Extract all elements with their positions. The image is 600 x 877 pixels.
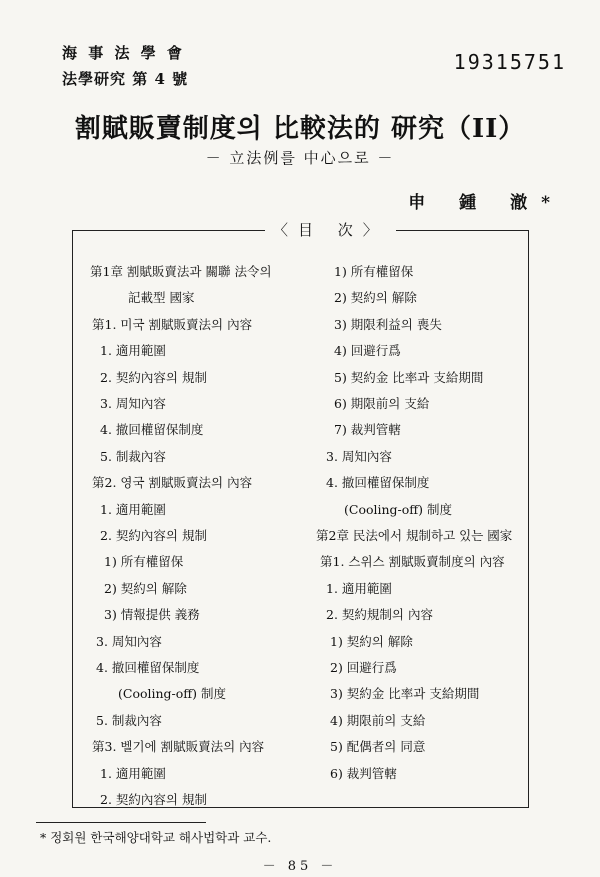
author-name: 申 鍾 澈* [408, 193, 564, 213]
toc-heading: 〈目 次〉 [265, 219, 396, 240]
toc-right-entry: 4) 期限前의 支給 [330, 712, 426, 728]
toc-right-entry: 4. 撤回權留保制度 [326, 475, 430, 491]
toc-left-entry: 3) 情報提供 義務 [104, 607, 200, 623]
toc-right-entry: 7) 裁判管轄 [334, 422, 401, 438]
toc-right-entry: 1) 所有權留保 [334, 264, 414, 279]
toc-right-entry: 2. 契約規制의 內容 [326, 607, 433, 623]
toc-right-entry: 3. 周知內容 [326, 448, 392, 464]
toc-right-entry: 1) 契約의 解除 [330, 633, 413, 649]
toc-left-entry: (Cooling-off) 制度 [118, 686, 227, 702]
toc-left-entry: 5. 制裁內容 [96, 712, 162, 728]
page-number: － 85 － [262, 859, 338, 874]
toc-right-entry: 第1. 스위스 割賦販賣制度의 內容 [320, 554, 505, 570]
toc-left-entry: 1. 適用範圍 [100, 501, 166, 517]
toc-right-entry: 6) 期限前의 支給 [334, 396, 430, 411]
toc-left-entry: 5. 制裁內容 [100, 448, 166, 464]
toc-left-entry: 第1. 미국 割賦販賣法의 內容 [92, 316, 253, 332]
toc-left-entry: 2. 契約內容의 規制 [100, 792, 207, 807]
toc-left-entry: 1. 適用範圍 [100, 343, 166, 359]
toc-right-entry: 1. 適用範圍 [326, 580, 392, 596]
toc-left-entry: 第3. 벨기에 割賦販賣法의 內容 [92, 739, 265, 755]
toc-right-entry: (Cooling-off) 制度 [344, 501, 453, 517]
toc-left-entry: 2) 契約의 解除 [104, 580, 187, 596]
toc-left-entry: 1. 適用範圍 [100, 765, 166, 781]
toc-left-entry: 4. 撤回權留保制度 [100, 422, 204, 438]
serial-number: 19315751 [453, 50, 566, 74]
toc-left-entry: 2. 契約內容의 規制 [100, 528, 207, 543]
toc-left-entry: 3. 周知內容 [96, 633, 162, 649]
toc-left-entry: 第1章 割賦販賣法과 關聯 法令의 [90, 264, 272, 279]
journal-name: 海 事 法 學 會 [62, 44, 185, 62]
footnote: * 정회원 한국해양대학교 해사법학과 교수. [40, 830, 272, 845]
paper-subtitle: － 立法例를 中心으로 － [205, 149, 395, 167]
footnote-divider [36, 822, 206, 823]
toc-right-entry: 5) 契約金 比率과 支給期間 [334, 369, 484, 385]
toc-right-entry: 4) 回避行爲 [334, 343, 401, 359]
paper-title: 割賦販賣制度의 比較法的 研究（II） [74, 114, 526, 144]
toc-left-entry: 1) 所有權留保 [104, 554, 184, 570]
toc-right-entry: 3) 期限利益의 喪失 [334, 316, 442, 332]
toc-left-entry: 4. 撤回權留保制度 [96, 660, 200, 675]
toc-right-entry: 2) 回避行爲 [330, 660, 397, 675]
journal-issue: 法學研究 第 4 號 [62, 70, 189, 88]
toc-left-entry: 2. 契約內容의 規制 [100, 369, 207, 385]
toc-right-entry: 2) 契約의 解除 [334, 290, 417, 306]
toc-right-entry: 6) 裁判管轄 [330, 765, 397, 781]
toc-left-entry: 記載型 國家 [128, 290, 195, 306]
toc-left-entry: 3. 周知內容 [100, 396, 166, 411]
toc-right-entry: 5) 配偶者의 同意 [330, 739, 426, 755]
toc-right-entry: 第2章 民法에서 規制하고 있는 國家 [316, 528, 513, 543]
toc-left-entry: 第2. 영국 割賦販賣法의 內容 [92, 475, 253, 491]
toc-right-entry: 3) 契約金 比率과 支給期間 [330, 686, 480, 702]
